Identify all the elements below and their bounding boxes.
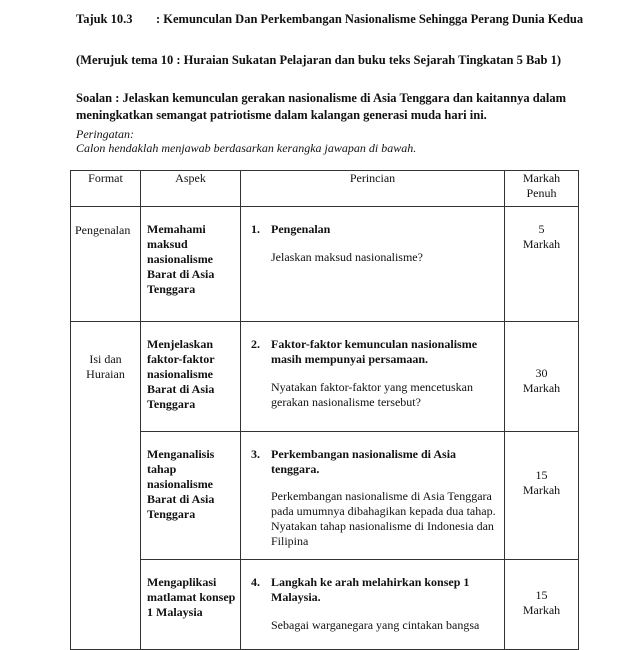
item-title: Pengenalan	[271, 222, 331, 236]
header-aspek: Aspek	[141, 171, 241, 207]
item-description: Nyatakan faktor-faktor yang mencetuskan gerakan nasionalisme tersebut?	[271, 380, 474, 409]
item-number: 3.	[251, 447, 260, 461]
header-markah-label: Markah Penuh	[522, 171, 561, 200]
item-number: 1.	[251, 222, 260, 236]
markah-unit: Markah	[522, 483, 561, 497]
markah-value: 5	[538, 222, 545, 236]
aspek-cell: Memahami maksud nasionalisme Barat di Asia Tenggara	[141, 207, 241, 322]
markah-unit: Markah	[522, 381, 561, 395]
aspek-cell: Menganalisis tahap nasionalisme Barat di Asia Tenggara	[141, 432, 241, 560]
item-heading	[251, 575, 498, 605]
perincian-cell	[241, 207, 505, 322]
table-row	[71, 322, 579, 432]
item-description: Jelaskan maksud nasionalisme?	[271, 250, 423, 264]
markah-cell	[505, 432, 579, 560]
item-title: Faktor-faktor kemunculan nasionalisme masih mempunyai persamaan.	[271, 337, 478, 366]
perincian-cell	[241, 432, 505, 560]
item-title: Langkah ke arah melahirkan konsep 1 Malaysia.	[271, 575, 470, 604]
format-label: Isi dan Huraian	[86, 352, 125, 381]
item-description: Sebagai warganegara yang cintakan bangsa	[271, 618, 480, 632]
answer-framework-table	[70, 170, 579, 650]
topic-label: Tajuk 10.3	[76, 12, 133, 26]
topic-text: : Kemunculan Dan Perkembangan Nasionalisme Sehingga Perang Dunia Kedua	[156, 12, 584, 26]
markah-value: 15	[535, 468, 548, 482]
header-markah	[505, 171, 579, 207]
markah-unit: Markah	[522, 237, 561, 251]
table-header-row	[71, 171, 579, 207]
header-perincian: Perincian	[241, 171, 505, 207]
item-heading	[251, 337, 498, 367]
perincian-cell	[241, 322, 505, 432]
markah-cell	[505, 322, 579, 432]
markah-cell	[505, 207, 579, 322]
markah-cell	[505, 560, 579, 650]
table-row	[71, 560, 579, 650]
header-format: Format	[71, 171, 141, 207]
warning-block	[76, 127, 416, 155]
item-description: Perkembangan nasionalisme di Asia Tenggara pada umumnya dibahagikan kepada dua tahap. Nyatakan tahap nasionalisme di Indonesia dan Filipina	[271, 489, 496, 548]
markah-value: 15	[535, 588, 548, 602]
aspek-cell: Menjelaskan faktor-faktor nasionalisme Barat di Asia Tenggara	[141, 322, 241, 432]
table-row	[71, 432, 579, 560]
item-title: Perkembangan nasionalisme di Asia tenggara.	[271, 447, 457, 476]
markah-unit: Markah	[522, 603, 561, 617]
item-heading	[251, 447, 498, 477]
aspek-cell: Mengaplikasi matlamat konsep 1 Malaysia	[141, 560, 241, 650]
item-number: 4.	[251, 575, 260, 589]
warning-title: Peringatan:	[76, 127, 134, 141]
format-cell: Pengenalan	[71, 207, 141, 322]
table-row	[71, 207, 579, 322]
perincian-cell	[241, 560, 505, 650]
warning-text: Calon hendaklah menjawab berdasarkan kerangka jawapan di bawah.	[76, 141, 417, 155]
format-cell	[71, 322, 141, 650]
question-text: Soalan : Jelaskan kemunculan gerakan nasionalisme di Asia Tenggara dan kaitannya dalam meningkatkan semangat patriotisme dalam kalangan generasi muda hari ini.	[76, 91, 567, 122]
item-number: 2.	[251, 337, 260, 351]
reference-note: (Merujuk tema 10 : Huraian Sukatan Pelajaran dan buku teks Sejarah Tingkatan 5 Bab 1)	[76, 53, 562, 67]
item-heading	[251, 222, 498, 237]
markah-value: 30	[535, 366, 548, 380]
